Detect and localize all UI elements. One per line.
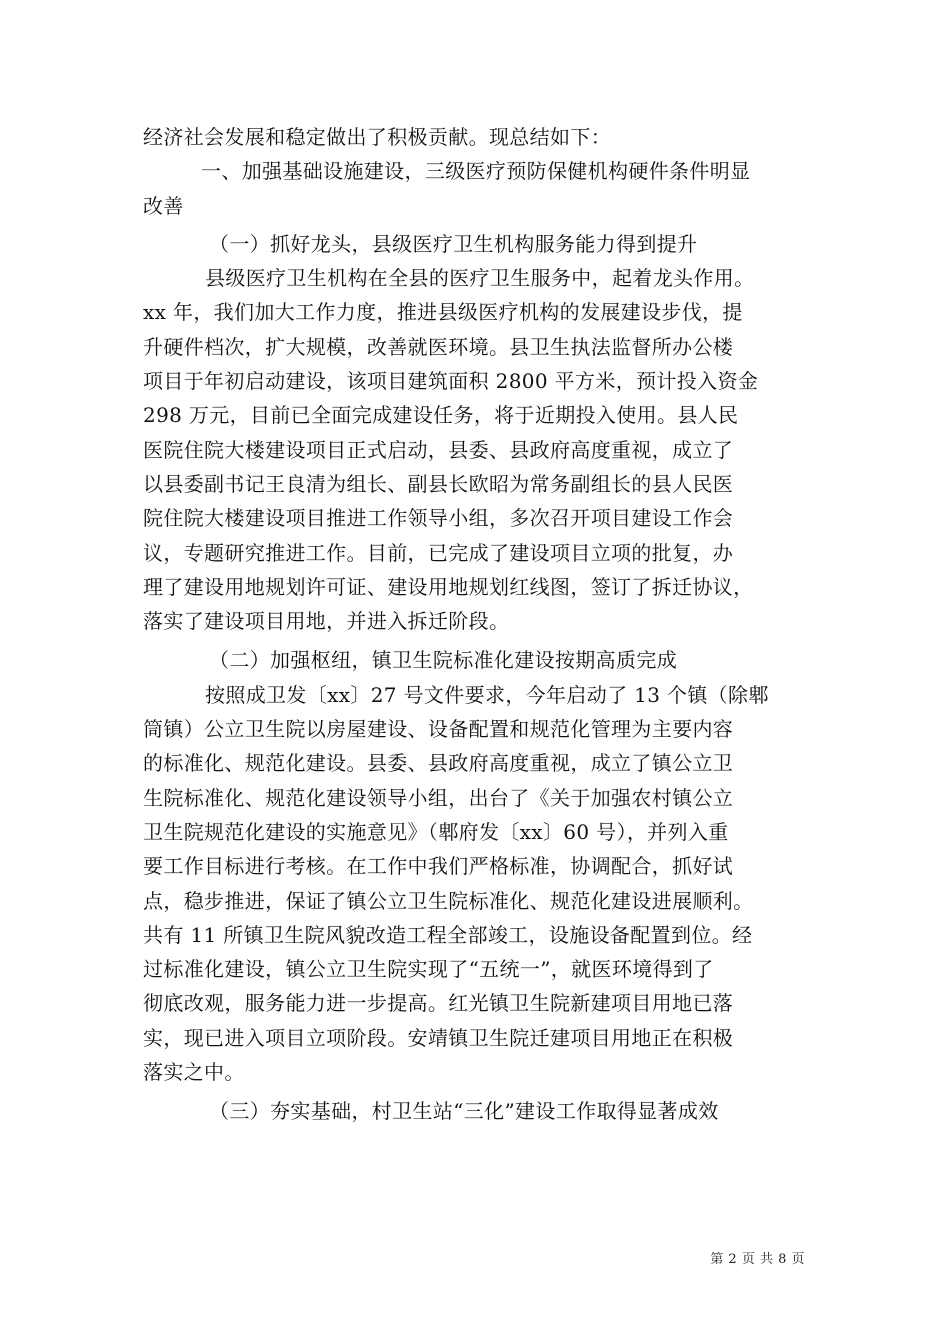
paragraph-line: 要工作目标进行考核。在工作中我们严格标准，协调配合，抓好试 [143, 854, 734, 879]
paragraph-line: 的标准化、规范化建设。县委、县政府高度重视，成立了镇公立卫 [143, 751, 734, 776]
paragraph-line: 实，现已进入项目立项阶段。安靖镇卫生院迁建项目用地正在积极 [143, 1025, 734, 1050]
paragraph-line: 议，专题研究推进工作。目前，已完成了建设项目立项的批复，办 [143, 540, 734, 565]
paragraph-line: 以县委副书记王良清为组长、副县长欧昭为常务副组长的县人民医 [143, 471, 734, 496]
paragraph-line: 院住院大楼建设项目推进工作领导小组，多次召开项目建设工作会 [143, 506, 734, 531]
subsection-heading-1: （一）抓好龙头，县级医疗卫生机构服务能力得到提升 [209, 231, 698, 256]
paragraph-line: 彻底改观，服务能力进一步提高。红光镇卫生院新建项目用地已落 [143, 991, 734, 1016]
subsection-heading-2: （二）加强枢纽，镇卫生院标准化建设按期高质完成 [209, 648, 678, 673]
paragraph-line: 生院标准化、规范化建设领导小组，出台了《关于加强农村镇公立 [143, 785, 734, 810]
paragraph-line: 医院住院大楼建设项目正式启动，县委、县政府高度重视，成立了 [143, 437, 734, 462]
paragraph-line: 按照成卫发〔xx〕27 号文件要求，今年启动了 13 个镇（除郫 [205, 682, 769, 707]
paragraph-line: xx 年，我们加大工作力度，推进县级医疗机构的发展建设步伐，提 [143, 300, 743, 325]
paragraph-line: 共有 11 所镇卫生院风貌改造工程全部竣工，设施设备配置到位。经 [143, 922, 753, 947]
paragraph-line: 筒镇）公立卫生院以房屋建设、设备配置和规范化管理为主要内容 [143, 717, 734, 742]
paragraph-line: 落实之中。 [143, 1060, 245, 1085]
paragraph-line: 卫生院规范化建设的实施意见》（郫府发〔xx〕60 号），并列入重 [143, 819, 729, 844]
page-number: 第 2 页 共 8 页 [710, 1252, 805, 1267]
paragraph-line: 298 万元，目前已全面完成建设任务，将于近期投入使用。县人民 [143, 403, 739, 428]
section-heading-continued: 改善 [143, 193, 184, 218]
paragraph-line: 项目于年初启动建设，该项目建筑面积 2800 平方米，预计投入资金 [143, 369, 759, 394]
paragraph-line: 县级医疗卫生机构在全县的医疗卫生服务中，起着龙头作用。 [205, 266, 755, 291]
paragraph-line: 理了建设用地规划许可证、建设用地规划红线图，签订了拆迁协议， [143, 574, 754, 599]
paragraph-line: 过标准化建设，镇公立卫生院实现了“五统一”，就医环境得到了 [143, 957, 714, 982]
paragraph-line: 升硬件档次，扩大规模，改善就医环境。县卫生执法监督所办公楼 [143, 334, 734, 359]
paragraph-line: 点，稳步推进，保证了镇公立卫生院标准化、规范化建设进展顺利。 [143, 888, 754, 913]
section-heading: 一、加强基础设施建设，三级医疗预防保健机构硬件条件明显 [201, 159, 751, 184]
paragraph-line: 落实了建设项目用地，并进入拆迁阶段。 [143, 609, 510, 634]
subsection-heading-3: （三）夯实基础，村卫生站“三化”建设工作取得显著成效 [209, 1099, 719, 1124]
paragraph-line: 经济社会发展和稳定做出了积极贡献。现总结如下： [143, 125, 612, 149]
document-body [143, 120, 823, 1129]
